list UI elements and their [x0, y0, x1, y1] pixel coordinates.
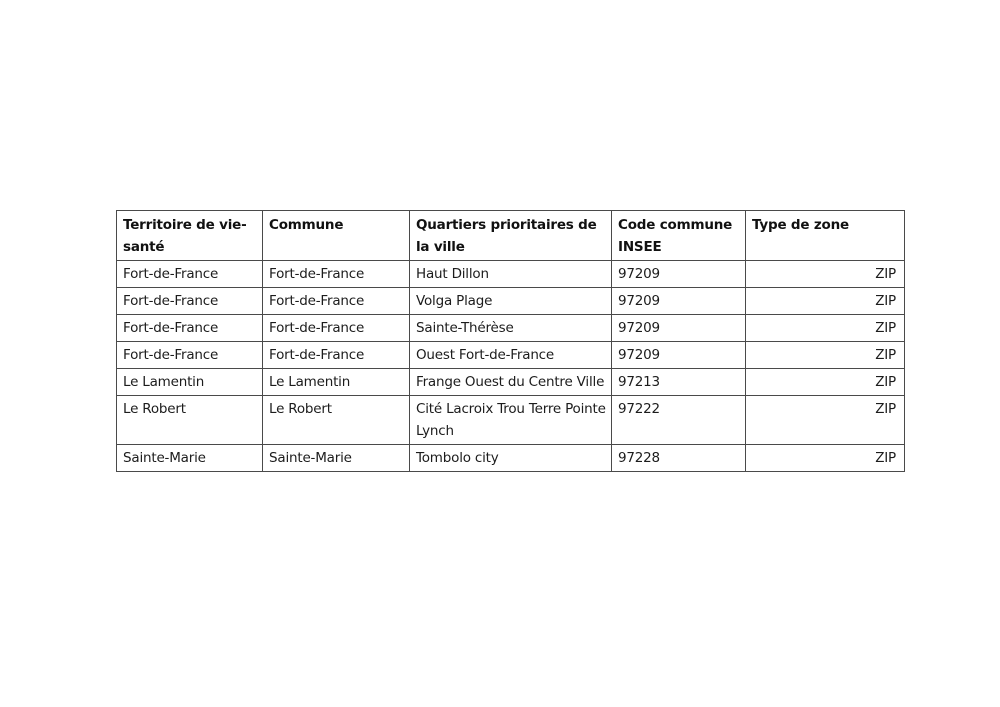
cell-code-insee: 97228	[612, 445, 746, 472]
table-row	[117, 261, 905, 288]
header-code-insee: Code commune INSEE	[612, 211, 746, 261]
cell-type-zone: ZIP	[746, 445, 905, 472]
priority-zones-table	[116, 210, 905, 472]
cell-code-insee: 97209	[612, 288, 746, 315]
cell-commune: Fort-de-France	[263, 288, 410, 315]
cell-type-zone: ZIP	[746, 396, 905, 445]
cell-territoire: Sainte-Marie	[117, 445, 263, 472]
cell-territoire: Fort-de-France	[117, 315, 263, 342]
table-row	[117, 369, 905, 396]
cell-code-insee: 97222	[612, 396, 746, 445]
cell-commune: Fort-de-France	[263, 342, 410, 369]
cell-territoire: Fort-de-France	[117, 342, 263, 369]
cell-quartier: Tombolo city	[410, 445, 612, 472]
cell-commune: Sainte-Marie	[263, 445, 410, 472]
cell-code-insee: 97209	[612, 261, 746, 288]
cell-type-zone: ZIP	[746, 369, 905, 396]
table-row	[117, 342, 905, 369]
cell-type-zone: ZIP	[746, 288, 905, 315]
cell-code-insee: 97213	[612, 369, 746, 396]
cell-commune: Le Lamentin	[263, 369, 410, 396]
cell-commune: Fort-de-France	[263, 315, 410, 342]
header-quartiers: Quartiers prioritaires de la ville	[410, 211, 612, 261]
cell-quartier: Ouest Fort-de-France	[410, 342, 612, 369]
cell-quartier: Cité Lacroix Trou Terre Pointe Lynch	[410, 396, 612, 445]
header-territoire: Territoire de vie-santé	[117, 211, 263, 261]
cell-commune: Le Robert	[263, 396, 410, 445]
header-type-zone: Type de zone	[746, 211, 905, 261]
cell-type-zone: ZIP	[746, 261, 905, 288]
cell-quartier: Sainte-Thérèse	[410, 315, 612, 342]
cell-commune: Fort-de-France	[263, 261, 410, 288]
table-header-row	[117, 211, 905, 261]
cell-territoire: Fort-de-France	[117, 261, 263, 288]
cell-type-zone: ZIP	[746, 315, 905, 342]
cell-territoire: Fort-de-France	[117, 288, 263, 315]
table-row	[117, 315, 905, 342]
table-row	[117, 445, 905, 472]
cell-quartier: Frange Ouest du Centre Ville	[410, 369, 612, 396]
cell-quartier: Haut Dillon	[410, 261, 612, 288]
cell-code-insee: 97209	[612, 342, 746, 369]
table-row	[117, 396, 905, 445]
cell-type-zone: ZIP	[746, 342, 905, 369]
cell-territoire: Le Robert	[117, 396, 263, 445]
cell-code-insee: 97209	[612, 315, 746, 342]
table-row	[117, 288, 905, 315]
cell-quartier: Volga Plage	[410, 288, 612, 315]
cell-territoire: Le Lamentin	[117, 369, 263, 396]
header-commune: Commune	[263, 211, 410, 261]
